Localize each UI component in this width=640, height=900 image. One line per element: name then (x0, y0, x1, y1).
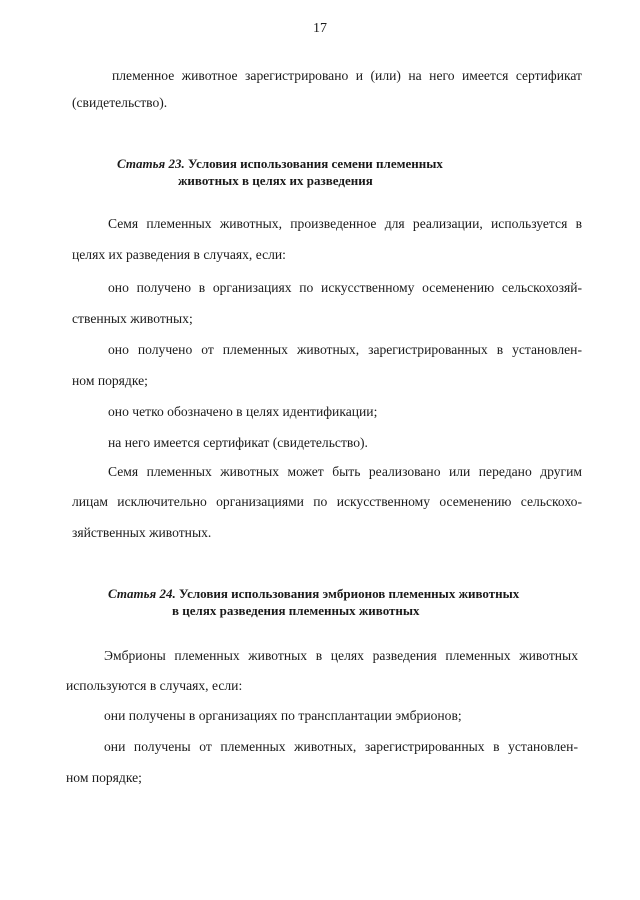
article-23-label: Статья 23. (117, 156, 185, 171)
article-24-paragraph-line: они получены в организациях по трансплантации эмбрионов; (104, 708, 462, 723)
article-24-paragraph-line: Эмбрионы племенных животных в целях разведения племенных животных (104, 648, 578, 663)
page-number: 17 (313, 21, 327, 36)
intro-line-1: племенное животное зарегистрировано и (или) на него имеется сертификат (112, 68, 582, 83)
article-23-paragraph-line: ном порядке; (72, 373, 148, 388)
article-23-paragraph-line: оно получено от племенных животных, зарегистрированных в установлен- (108, 342, 582, 357)
intro-line-2: (свидетельство). (72, 95, 168, 110)
article-23-paragraph-line: на него имеется сертификат (свидетельство). (108, 435, 368, 450)
article-23-paragraph-line: целях их разведения в случаях, если: (72, 247, 286, 262)
article-23-title-line-1: Условия использования семени племенных (187, 156, 443, 171)
article-24-paragraph-line: используются в случаях, если: (66, 678, 243, 693)
article-24-heading (108, 585, 519, 602)
article-23-paragraph-line: зяйственных животных. (72, 525, 212, 540)
article-23-paragraph-line: Семя племенных животных может быть реализовано или передано другим (108, 464, 582, 479)
article-24-paragraph-line: они получены от племенных животных, зарегистрированных в установлен- (104, 739, 578, 754)
article-24-title-line-1: Условия использования эмбрионов племенных животных (178, 586, 520, 601)
article-23-paragraph-line: оно четко обозначено в целях идентификации; (108, 404, 378, 419)
article-24-title-line-2: в целях разведения племенных животных (172, 603, 420, 618)
article-23-paragraph-line: оно получено в организациях по искусственному осеменению сельскохозяй- (108, 280, 582, 295)
article-24-paragraph-line: ном порядке; (66, 770, 142, 785)
article-23-paragraph-line: ственных животных; (72, 311, 193, 326)
article-23-paragraph-line: лицам исключительно организациями по искусственному осеменению сельскохо- (72, 494, 582, 509)
article-24-label: Статья 24. (108, 586, 176, 601)
article-23-paragraph-line: Семя племенных животных, произведенное для реализации, используется в (108, 216, 582, 231)
article-23-title-line-2: животных в целях их разведения (178, 173, 373, 188)
article-23-heading (117, 155, 443, 172)
